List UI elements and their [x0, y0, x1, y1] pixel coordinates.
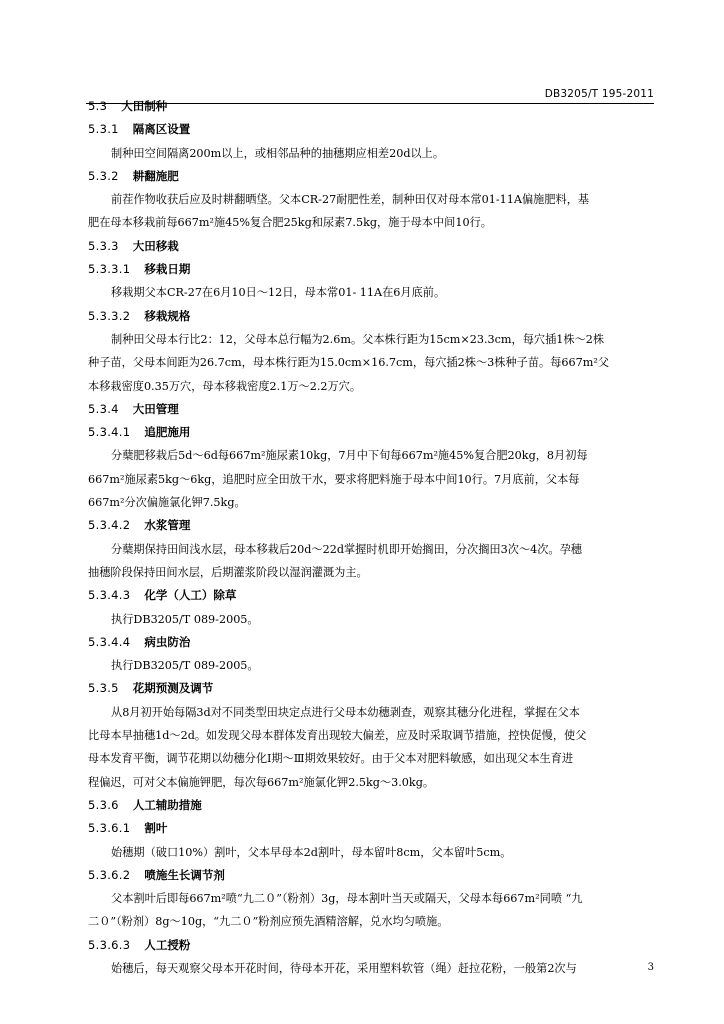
section-number: 5.3.3 — [88, 238, 119, 253]
section-heading — [88, 235, 654, 258]
section-title: 喷施生长调节剂 — [144, 867, 225, 882]
body-text-line: 本移栽密度0.35万穴，母本移栽密度2.1万～2.2万穴。 — [88, 379, 362, 393]
page-number: 3 — [647, 962, 654, 973]
section-title: 移栽规格 — [144, 308, 191, 323]
section-heading — [88, 934, 654, 957]
body-text-line: 始穗后，每天观察父母本开花时间，待母本开花，采用塑料软管（绳）赶拉花粉，一般第2次与 — [111, 961, 577, 975]
body-text-line: 种子苗，父母本间距为26.7cm，母本株行距为15.0cm×16.7cm，每穴插2株～3株种子苗。每667m²父 — [88, 356, 610, 370]
section-heading — [88, 95, 654, 118]
section-heading — [88, 677, 654, 700]
document-number: DB3205/T 195-2011 — [544, 88, 654, 100]
section-number: 5.3.4.3 — [88, 588, 131, 603]
section-title: 病虫防治 — [144, 634, 191, 649]
section-number: 5.3.4.4 — [88, 634, 131, 649]
section-heading — [88, 864, 654, 887]
section-heading — [88, 165, 654, 188]
section-heading — [88, 421, 654, 444]
section-number: 5.3.4 — [88, 401, 119, 416]
body-text-line: 程偏迟，可对父本偏施钾肥，每次每667m²施氯化钾2.5kg～3.0kg。 — [88, 775, 435, 789]
section-heading — [88, 398, 654, 421]
section-number: 5.3.4.2 — [88, 518, 131, 533]
section-number: 5.3.6 — [88, 797, 119, 812]
body-text-line: 始穗期（破口10%）割叶，父本早母本2d割叶，母本留叶8cm，父本留叶5cm。 — [111, 845, 512, 859]
section-title: 割叶 — [144, 821, 168, 836]
body-text-line: 比母本早抽穗1d～2d。如发现父母本群体发育出现较大偏差，应及时采取调节措施，控快促慢，使父 — [88, 729, 587, 743]
section-heading — [88, 118, 654, 141]
body-text-line: 肥在母本移栽前每667m²施45%复合肥25kg和尿素7.5kg，施于母本中间10行。 — [88, 216, 492, 230]
section-title: 隔离区设置 — [132, 122, 191, 137]
section-heading — [88, 514, 654, 537]
section-heading — [88, 258, 654, 281]
document-body — [88, 95, 654, 980]
section-heading — [88, 817, 654, 840]
section-title: 水浆管理 — [144, 518, 191, 533]
section-number: 5.3.3.2 — [88, 308, 131, 323]
section-heading — [88, 631, 654, 654]
body-text-line: 移栽期父本CR-27在6月10日～12日，母本常01- 11A在6月底前。 — [111, 286, 446, 300]
section-title: 人工授粉 — [144, 937, 191, 952]
body-text-line: 制种田父母本行比2：12，父母本总行幅为2.6m。父本株行距为15cm×23.3cm，每穴插1株～2株 — [111, 332, 605, 346]
section-number: 5.3.3.1 — [88, 262, 131, 277]
section-heading — [88, 584, 654, 607]
section-title: 大田制种 — [121, 99, 168, 113]
section-title: 花期预测及调节 — [132, 681, 214, 696]
body-text-line: 二０”（粉剂）8g～10g，“九二０”粉剂应预先酒精溶解，兑水均匀喷施。 — [88, 915, 449, 929]
body-text-line: 抽穗阶段保持田间水层，后期灌浆阶段以湿润灌溉为主。 — [88, 565, 368, 579]
section-heading — [88, 305, 654, 328]
body-text-line: 前茬作物收获后应及时耕翻晒垡。父本CR-27耐肥性差，制种田仅对母本常01-11A偏施肥料，基 — [111, 193, 590, 207]
section-number: 5.3.4.1 — [88, 425, 131, 440]
section-title: 追肥施用 — [144, 425, 191, 440]
section-title: 大田移栽 — [132, 238, 179, 253]
section-number: 5.3.1 — [88, 122, 119, 137]
body-text-line: 667m²施尿素5kg～6kg，追肥时应全田放干水，要求将肥料施于母本中间10行。7月底前，父本每 — [88, 472, 580, 486]
section-title: 移栽日期 — [144, 262, 191, 277]
section-number: 5.3.6.3 — [88, 937, 131, 952]
section-number: 5.3.6.2 — [88, 867, 131, 882]
section-number: 5.3 — [88, 99, 108, 113]
body-text-line: 制种田空间隔离200m以上，或相邻品种的抽穗期应相差20d以上。 — [111, 146, 445, 160]
section-title: 耕翻施肥 — [132, 168, 179, 183]
section-title: 大田管理 — [132, 401, 179, 416]
section-heading — [88, 794, 654, 817]
section-title: 化学（人工）除草 — [144, 588, 237, 603]
body-text-line: 667m²分次偏施氯化钾7.5kg。 — [88, 496, 246, 510]
section-title: 人工辅助措施 — [132, 797, 202, 812]
body-text-line: 执行DB3205/T 089-2005。 — [111, 612, 259, 626]
body-text-line: 父本割叶后即每667m²喷“九二０”（粉剂）3g，母本割叶当天或隔天，父母本每667m²同喷 “九 — [111, 892, 583, 906]
section-number: 5.3.6.1 — [88, 821, 131, 836]
body-text-line: 分蘖期保持田间浅水层，母本移栽后20d～22d掌握时机即开始搁田，分次搁田3次～4次。孕穗 — [111, 542, 582, 556]
body-text-line: 母本发育平衡，调节花期以幼穗分化Ⅰ期～Ⅲ期效果较好。由于父本对肥料敏感，如出现父本生育进 — [88, 752, 574, 766]
body-text-line: 分蘖肥移栽后5d～6d每667m²施尿素10kg，7月中下旬每667m²施45%复合肥20kg，8月初每 — [111, 449, 588, 463]
section-number: 5.3.2 — [88, 168, 119, 183]
section-number: 5.3.5 — [88, 681, 119, 696]
body-text-line: 执行DB3205/T 089-2005。 — [111, 659, 259, 673]
body-text-line: 从8月初开始每隔3d对不同类型田块定点进行父母本幼穗剥查，观察其穗分化进程，掌握在父本 — [111, 705, 580, 719]
